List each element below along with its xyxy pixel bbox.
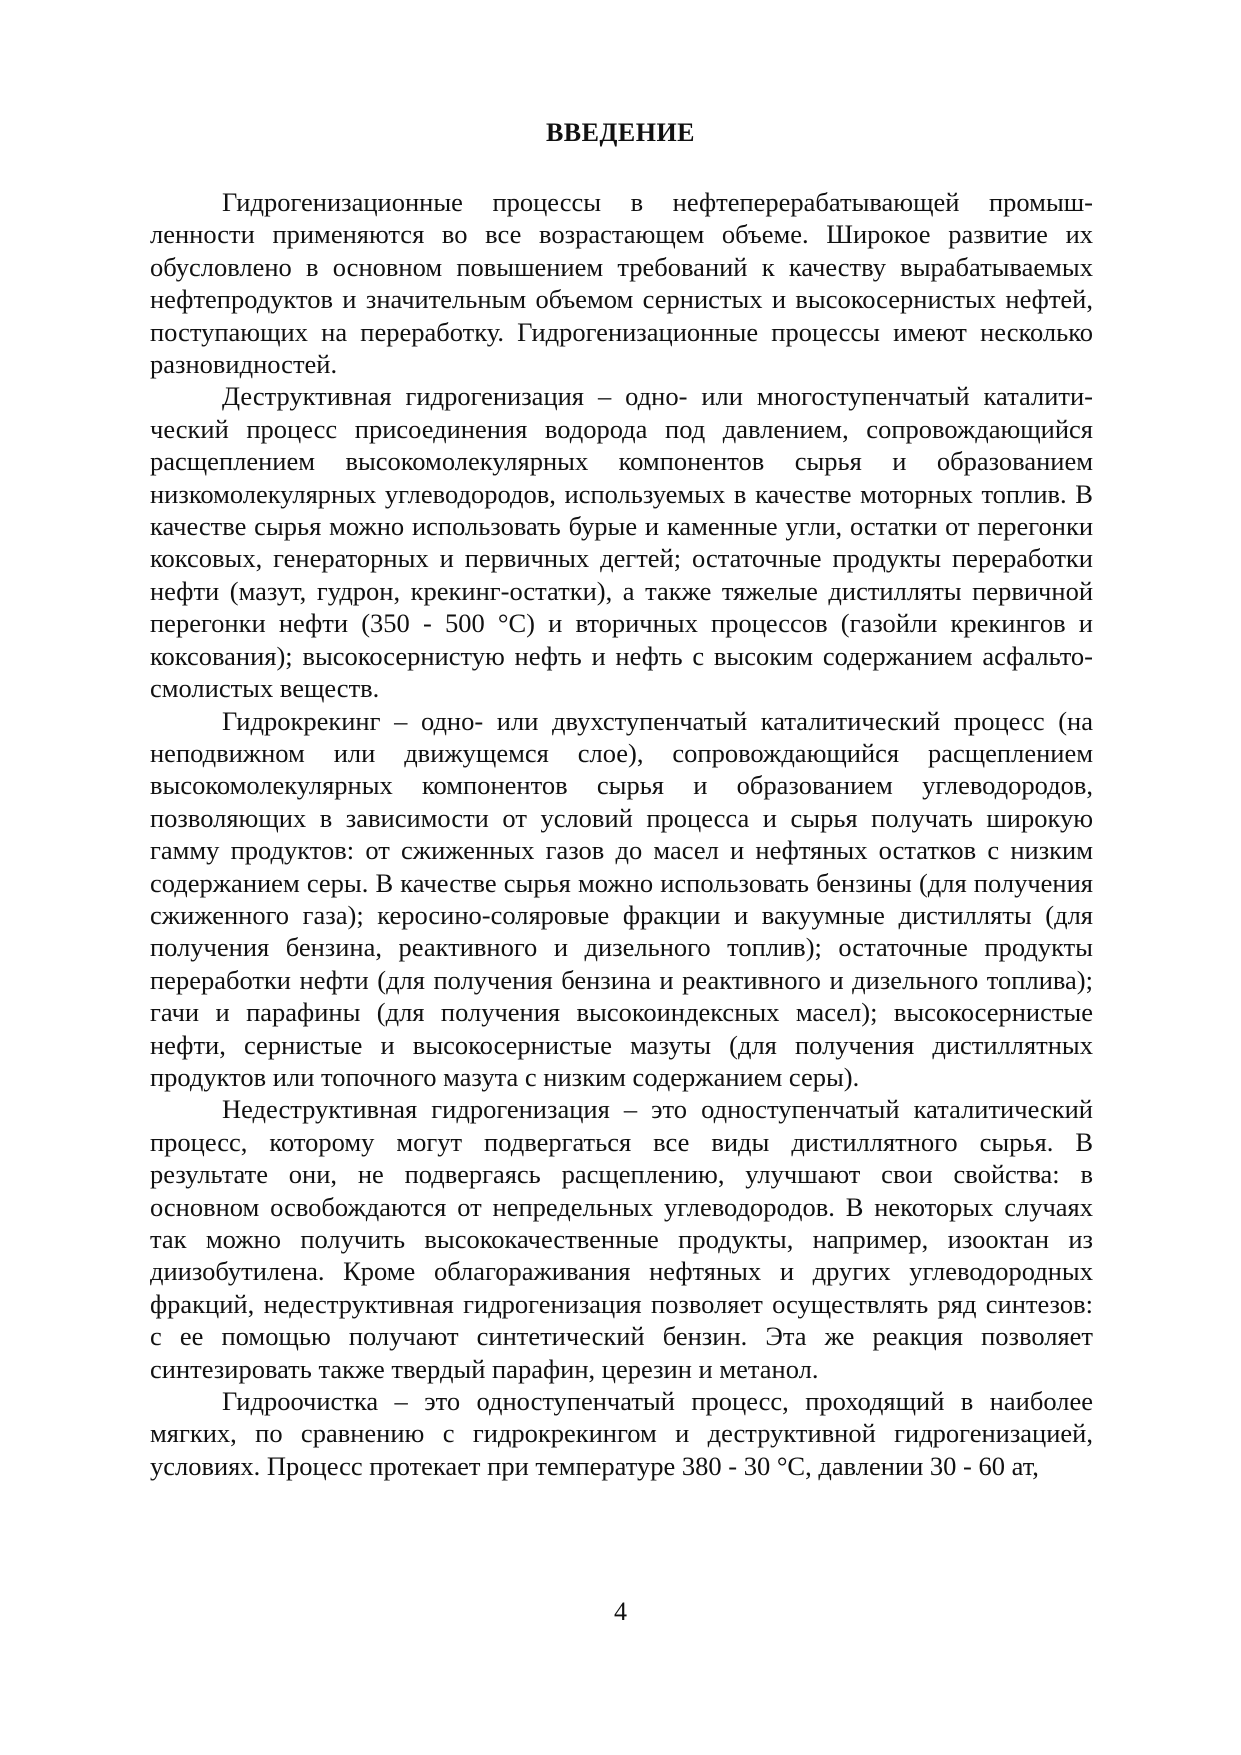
paragraph-hydrotreating: Гидроочистка – это одноступенчатый процесс, проходящий в наиболее мягких, по сравнению с гидрокрекингом и деструктивной гидрогенизацией, условиях. Процесс протекает при температуре 380 - 30 °С, давлении 30 - 60 ат, bbox=[150, 1386, 1093, 1481]
paragraph-hydrocracking: Гидрокрекинг – одно- или двухступенчатый каталитический процесс (на неподвижном или движущемся слое), сопровождающийся расщеплением высокомолекулярных компонентов сырья и образованием углеводородов, позволяющих в зависимости от условий процесса и сырья получать широкую гамму продуктов: от сжиженных газов до масел и нефтяных остатков с низким содержанием серы. В качестве сырья можно использовать бензины (для получения сжиженного газа); керосино-соляровые фракции и вакуумные дистилляты (для получения бензина, реактивного и дизельного топлив); остаточные продукты переработки нефти (для получения бензина и реактивного и дизельного топлива); гачи и парафины (для получения высокоиндексных масел); высокосернистые нефти, сернистые и высокосернистые мазуты (для получения дистиллятных продуктов или топочного мазута с низким содержанием серы). bbox=[150, 705, 1093, 1092]
paragraph-intro: Гидрогенизационные процессы в нефтеперерабатывающей промышленности применяются во все возрастающем объеме. Широкое развитие их обусловлено в основном повышением требований к качеству вырабатываемых нефтепродуктов и значительным объемом сернистых и высокосернистых нефтей, поступающих на переработку. Гидрогенизационные процессы имеют несколько разновидностей. bbox=[150, 187, 1093, 380]
section-heading: ВВЕДЕНИЕ bbox=[545, 118, 696, 147]
page-number: 4 bbox=[614, 1597, 627, 1626]
body-text bbox=[150, 186, 1093, 1482]
paragraph-destructive-hydrogenation: Деструктивная гидрогенизация – одно- или многоступенчатый каталитический процесс присоединения водорода под давлением, сопровождающийся расщеплением высокомолекулярных компонентов сырья и образованием низкомолекулярных углеводородов, используемых в качестве моторных топлив. В качестве сырья можно использовать бурые и каменные угли, остатки от перегонки коксовых, генераторных и первичных дегтей; остаточные продукты переработки нефти (мазут, гудрон, крекинг-остатки), а также тяжелые дистилляты первичной перегонки нефти (350 - 500 °С) и вторичных процессов (газойли крекингов и коксования); высокосернистую нефть и нефть с высоким содержанием асфальто-смолистых веществ. bbox=[150, 381, 1093, 704]
paragraph-nondestructive-hydrogenation: Недеструктивная гидрогенизация – это одноступенчатый каталитический процесс, которому могут подвергаться все виды дистиллятного сырья. В результате они, не подвергаясь расщеплению, улучшают свои свойства: в основном освобождаются от непредельных углеводородов. В некоторых случаях так можно получить высококачественные продукты, например, изооктан из диизобутилена. Кроме облагораживания нефтяных и других углеводородных фракций, недеструктивная гидрогенизация позволяет осуществлять ряд синтезов: с ее помощью получают синтетический бензин. Эта же реакция позволяет синтезировать также твердый парафин, церезин и метанол. bbox=[150, 1094, 1093, 1384]
